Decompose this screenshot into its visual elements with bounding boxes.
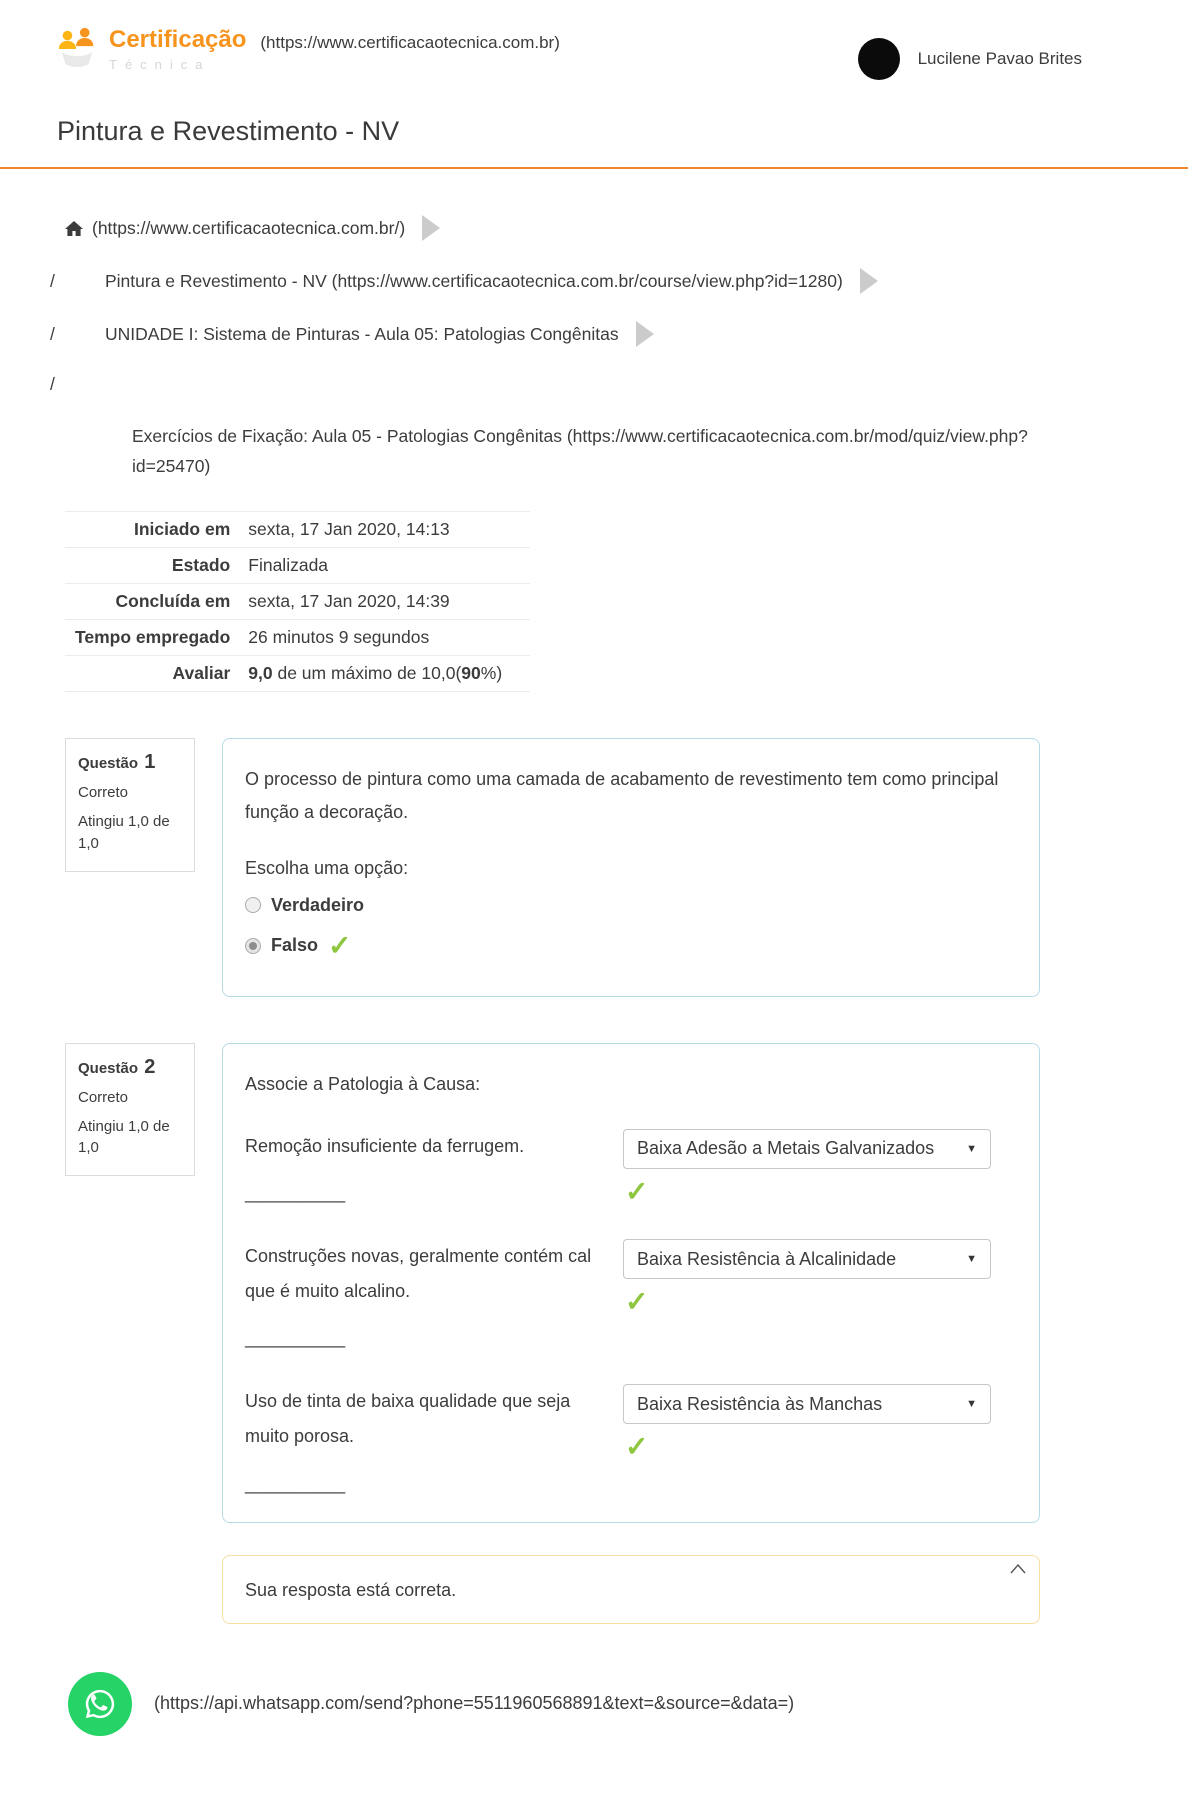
- match-statement-block: [245, 1239, 623, 1356]
- correct-check-icon: ✓: [625, 1431, 649, 1463]
- collapse-caret-icon[interactable]: [1010, 1564, 1026, 1574]
- question-number: [78, 751, 184, 774]
- correct-check-icon: ✓: [625, 1286, 649, 1318]
- match-select-value: Baixa Adesão a Metais Galvanizados: [637, 1138, 935, 1159]
- question-content: [222, 738, 1040, 997]
- brand-name: Certificação: [109, 26, 247, 53]
- breadcrumb-row-slash: [50, 374, 1188, 395]
- site-url-link[interactable]: (https://www.certificacaotecnica.com.br): [260, 33, 560, 52]
- question-info-box: [65, 1043, 195, 1177]
- radio-unselected-icon[interactable]: [245, 897, 261, 913]
- question-number-value: 1: [144, 751, 156, 773]
- logo-icon: [55, 26, 101, 75]
- question-grade: Atingiu 1,0 de 1,0: [78, 1117, 170, 1157]
- summary-value: sexta, 17 Jan 2020, 14:13: [248, 519, 450, 539]
- choice-prompt: Escolha uma opção:: [245, 857, 409, 878]
- grade-middle: de um máximo de 10,0(: [272, 663, 462, 683]
- question-text: Associe a Patologia à Causa:: [245, 1073, 481, 1094]
- header: [0, 0, 1188, 102]
- breadcrumb-current-page[interactable]: Exercícios de Fixação: Aula 05 - Patologias Congênitas (https://www.certificacaotecnica.com.br/mod/quiz/view.php?id=25470): [132, 426, 1028, 476]
- question-number: [78, 1056, 184, 1079]
- match-statement: Remoção insuficiente da ferrugem.: [245, 1135, 525, 1156]
- option-label: Falso: [271, 935, 319, 956]
- breadcrumb: [0, 169, 1188, 481]
- table-row: [65, 548, 530, 584]
- match-blank: __________: [245, 1473, 346, 1494]
- match-select[interactable]: [623, 1239, 991, 1279]
- match-row: [245, 1384, 1013, 1501]
- match-row: [245, 1129, 1013, 1211]
- summary-label: Iniciado em: [133, 519, 231, 539]
- feedback-box: [222, 1555, 1040, 1624]
- brand-subtitle: Técnica: [109, 57, 211, 72]
- breadcrumb-arrow-icon: [636, 321, 654, 347]
- question-info-box: [65, 738, 195, 872]
- question-1: [65, 738, 1188, 997]
- breadcrumb-row-unit: [50, 321, 1188, 347]
- avatar[interactable]: [858, 38, 900, 80]
- whatsapp-link[interactable]: (https://api.whatsapp.com/send?phone=5511960568891&text=&source=&data=): [154, 1693, 795, 1714]
- match-answer-block: [623, 1239, 991, 1316]
- breadcrumb-arrow-icon: [422, 215, 440, 241]
- option-label: Verdadeiro: [271, 894, 365, 915]
- summary-label: Avaliar: [172, 663, 231, 683]
- quiz-summary-table: [65, 511, 530, 692]
- grade-suffix: %): [480, 663, 503, 683]
- question-content: [222, 1043, 1040, 1523]
- breadcrumb-home-link[interactable]: (https://www.certificacaotecnica.com.br/): [92, 217, 406, 238]
- correct-check-icon: ✓: [625, 1175, 649, 1207]
- question-grade: Atingiu 1,0 de 1,0: [78, 813, 170, 852]
- match-statement: Uso de tinta de baixa qualidade que seja muito porosa.: [245, 1391, 571, 1447]
- user-name: Lucilene Pavao Brites: [917, 49, 1082, 68]
- option-falso[interactable]: [245, 929, 1013, 961]
- dropdown-arrow-icon: ▼: [966, 1398, 977, 1411]
- breadcrumb-arrow-icon: [860, 268, 878, 294]
- table-row: [65, 656, 530, 692]
- question-2: [65, 1043, 1188, 1523]
- summary-value: sexta, 17 Jan 2020, 14:39: [248, 591, 450, 611]
- summary-value: 26 minutos 9 segundos: [248, 627, 430, 647]
- match-blank: __________: [245, 1182, 346, 1203]
- grade-score: 9,0: [248, 663, 273, 683]
- dropdown-arrow-icon: ▼: [966, 1253, 977, 1266]
- user-menu[interactable]: [858, 38, 1082, 80]
- table-row: [65, 512, 530, 548]
- match-select[interactable]: [623, 1129, 991, 1169]
- breadcrumb-unit-link[interactable]: UNIDADE I: Sistema de Pinturas - Aula 05: Patologias Congênitas: [105, 323, 619, 344]
- breadcrumb-course-link[interactable]: Pintura e Revestimento - NV (https://www.certificacaotecnica.com.br/course/view.php?id=1280): [105, 270, 843, 291]
- radio-selected-icon[interactable]: [245, 938, 261, 954]
- correct-check-icon: ✓: [328, 929, 352, 961]
- table-row: [65, 620, 530, 656]
- match-blank: __________: [245, 1328, 346, 1349]
- breadcrumb-row-course: [50, 268, 1188, 294]
- summary-value: Finalizada: [248, 555, 329, 575]
- question-text: O processo de pintura como uma camada de acabamento de revestimento tem como principal função a decoração.: [245, 769, 999, 823]
- whatsapp-icon[interactable]: [68, 1672, 132, 1736]
- grade-percent: 90: [461, 663, 481, 683]
- match-statement-block: [245, 1129, 623, 1211]
- match-statement: Construções novas, geralmente contém cal que é muito alcalino.: [245, 1246, 592, 1302]
- whatsapp-row: [68, 1672, 1188, 1736]
- question-status: Correto: [78, 1088, 129, 1106]
- dropdown-arrow-icon: ▼: [966, 1142, 977, 1155]
- question-heading: Questão: [78, 755, 139, 772]
- logo-text: [109, 26, 246, 72]
- question-status: Correto: [78, 784, 129, 801]
- question-number-value: 2: [144, 1055, 156, 1078]
- match-select[interactable]: [623, 1384, 991, 1424]
- match-answer-block: [623, 1129, 991, 1206]
- feedback-text: Sua resposta está correta.: [245, 1579, 457, 1600]
- breadcrumb-separator: /: [50, 270, 55, 291]
- summary-label: Concluída em: [115, 591, 231, 611]
- match-row: [245, 1239, 1013, 1356]
- page-title: Pintura e Revestimento - NV: [57, 116, 400, 146]
- match-answer-block: [623, 1384, 991, 1461]
- summary-label: Estado: [171, 555, 231, 575]
- breadcrumb-row-home: [50, 215, 1188, 241]
- summary-label: Tempo empregado: [75, 627, 231, 647]
- summary-grade-value: [248, 656, 530, 692]
- match-select-value: Baixa Resistência às Manchas: [637, 1393, 883, 1414]
- question-heading: Questão: [78, 1059, 139, 1077]
- option-verdadeiro[interactable]: [245, 895, 1013, 916]
- home-icon[interactable]: [65, 221, 83, 236]
- match-area: [245, 1129, 1013, 1502]
- breadcrumb-separator: /: [50, 374, 55, 394]
- site-logo[interactable]: [55, 26, 246, 75]
- breadcrumb-separator: /: [50, 323, 55, 344]
- match-statement-block: [245, 1384, 623, 1501]
- match-select-value: Baixa Resistência à Alcalinidade: [637, 1248, 897, 1269]
- table-row: [65, 584, 530, 620]
